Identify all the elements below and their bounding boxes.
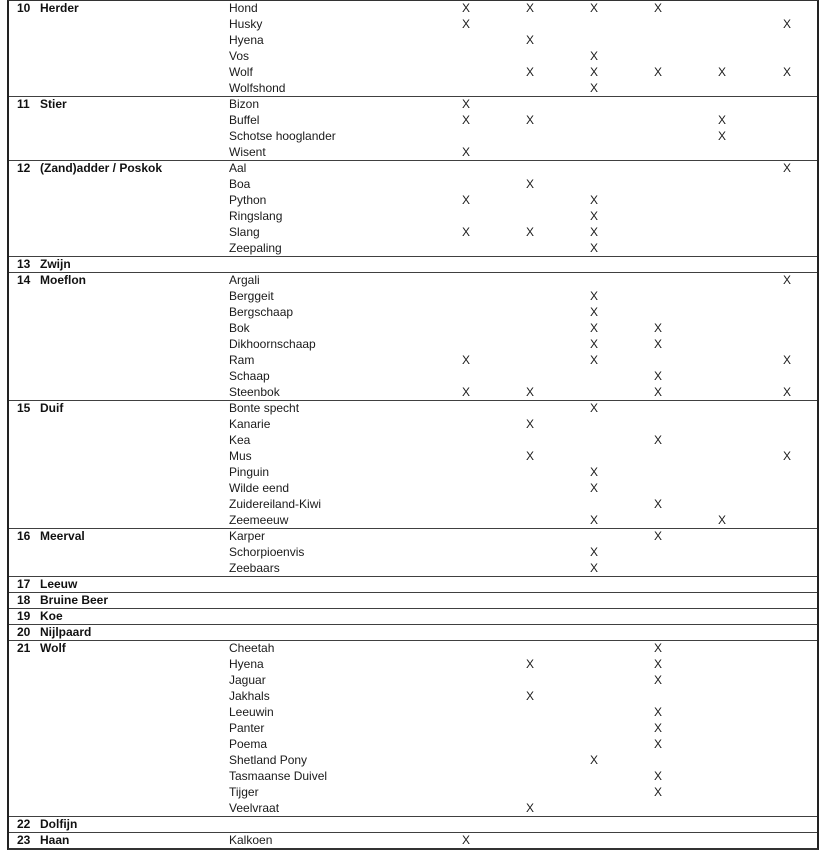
check-mark-col-5: X bbox=[717, 113, 726, 127]
check-mark-col-6: X bbox=[782, 449, 791, 463]
category-group bbox=[9, 160, 817, 256]
table-row bbox=[9, 672, 817, 688]
category-group bbox=[9, 1, 817, 96]
table-row bbox=[9, 609, 817, 624]
check-mark-col-6: X bbox=[782, 385, 791, 399]
table-row bbox=[9, 288, 817, 304]
check-mark-col-5: X bbox=[717, 129, 726, 143]
category-name: Meerval bbox=[40, 529, 85, 543]
animal-name: Buffel bbox=[229, 113, 260, 127]
animal-name: Veelvraat bbox=[229, 801, 280, 815]
check-mark-col-3: X bbox=[589, 193, 598, 207]
category-name: Leeuw bbox=[40, 577, 78, 591]
check-mark-col-3: X bbox=[589, 49, 598, 63]
animal-name: Hond bbox=[229, 1, 258, 15]
table-row bbox=[9, 257, 817, 272]
check-mark-col-4: X bbox=[653, 721, 662, 735]
table-row bbox=[9, 32, 817, 48]
check-mark-col-3: X bbox=[589, 305, 598, 319]
category-group bbox=[9, 400, 817, 528]
category-group bbox=[9, 272, 817, 400]
check-mark-col-4: X bbox=[653, 385, 662, 399]
animal-name: Schotse hooglander bbox=[229, 129, 336, 143]
check-mark-col-4: X bbox=[653, 337, 662, 351]
check-mark-col-4: X bbox=[653, 529, 662, 543]
animal-name: Hyena bbox=[229, 33, 264, 47]
check-mark-col-1: X bbox=[461, 193, 470, 207]
table-row bbox=[9, 352, 817, 368]
animal-comparison-table bbox=[7, 0, 819, 850]
check-mark-col-1: X bbox=[461, 17, 470, 31]
category-name: Stier bbox=[40, 97, 67, 111]
animal-name: Python bbox=[229, 193, 267, 207]
table-row bbox=[9, 176, 817, 192]
table-row bbox=[9, 448, 817, 464]
check-mark-col-6: X bbox=[782, 353, 791, 367]
category-number: 13 bbox=[17, 257, 31, 271]
animal-name: Argali bbox=[229, 273, 260, 287]
table-row bbox=[9, 656, 817, 672]
table-row bbox=[9, 416, 817, 432]
check-mark-col-2: X bbox=[525, 801, 534, 815]
check-mark-col-4: X bbox=[653, 321, 662, 335]
table-row bbox=[9, 784, 817, 800]
table-row bbox=[9, 240, 817, 256]
check-mark-col-3: X bbox=[589, 209, 598, 223]
check-mark-col-1: X bbox=[461, 225, 470, 239]
table-row bbox=[9, 128, 817, 144]
animal-name: Zuidereiland-Kiwi bbox=[229, 497, 322, 511]
check-mark-col-3: X bbox=[589, 81, 598, 95]
category-number: 12 bbox=[17, 161, 31, 175]
check-mark-col-1: X bbox=[461, 833, 470, 847]
animal-name: Vos bbox=[229, 49, 250, 63]
check-mark-col-1: X bbox=[461, 353, 470, 367]
animal-name: Bergschaap bbox=[229, 305, 294, 319]
table-row bbox=[9, 273, 817, 288]
category-name: (Zand)adder / Poskok bbox=[40, 161, 163, 175]
check-mark-col-2: X bbox=[525, 1, 534, 15]
table-row bbox=[9, 192, 817, 208]
table-row bbox=[9, 496, 817, 512]
check-mark-col-1: X bbox=[461, 97, 470, 111]
table-row bbox=[9, 529, 817, 544]
category-group bbox=[9, 640, 817, 816]
check-mark-col-6: X bbox=[782, 273, 791, 287]
animal-name: Tasmaanse Duivel bbox=[229, 769, 328, 783]
table-row bbox=[9, 432, 817, 448]
check-mark-col-6: X bbox=[782, 161, 791, 175]
category-group bbox=[9, 624, 817, 640]
animal-name: Mus bbox=[229, 449, 252, 463]
check-mark-col-3: X bbox=[589, 545, 598, 559]
check-mark-col-6: X bbox=[782, 65, 791, 79]
category-number: 10 bbox=[17, 1, 31, 15]
table-row bbox=[9, 752, 817, 768]
animal-name: Husky bbox=[229, 17, 263, 31]
table-row bbox=[9, 80, 817, 96]
check-mark-col-2: X bbox=[525, 417, 534, 431]
table-row bbox=[9, 208, 817, 224]
animal-name: Zeepaling bbox=[229, 241, 282, 255]
category-group bbox=[9, 96, 817, 160]
category-number: 20 bbox=[17, 625, 31, 639]
check-mark-col-3: X bbox=[589, 289, 598, 303]
check-mark-col-4: X bbox=[653, 673, 662, 687]
check-mark-col-3: X bbox=[589, 337, 598, 351]
category-name: Herder bbox=[40, 1, 79, 15]
animal-name: Leeuwin bbox=[229, 705, 274, 719]
animal-name: Wilde eend bbox=[229, 481, 290, 495]
check-mark-col-3: X bbox=[589, 353, 598, 367]
table-row bbox=[9, 97, 817, 112]
animal-name: Poema bbox=[229, 737, 268, 751]
category-number: 21 bbox=[17, 641, 31, 655]
table-row bbox=[9, 480, 817, 496]
table-row bbox=[9, 161, 817, 176]
category-group bbox=[9, 528, 817, 576]
table-row bbox=[9, 112, 817, 128]
check-mark-col-5: X bbox=[717, 513, 726, 527]
category-name: Duif bbox=[40, 401, 64, 415]
table-row bbox=[9, 512, 817, 528]
check-mark-col-6: X bbox=[782, 17, 791, 31]
check-mark-col-4: X bbox=[653, 1, 662, 15]
table-row bbox=[9, 16, 817, 32]
category-name: Zwijn bbox=[40, 257, 71, 271]
category-number: 19 bbox=[17, 609, 31, 623]
table-row bbox=[9, 800, 817, 816]
animal-name: Kea bbox=[229, 433, 251, 447]
animal-name: Ringslang bbox=[229, 209, 283, 223]
table-row bbox=[9, 304, 817, 320]
category-number: 23 bbox=[17, 833, 31, 847]
table-row bbox=[9, 704, 817, 720]
table-row bbox=[9, 1, 817, 16]
table-row bbox=[9, 224, 817, 240]
table-row bbox=[9, 560, 817, 576]
check-mark-col-2: X bbox=[525, 449, 534, 463]
check-mark-col-3: X bbox=[589, 65, 598, 79]
table-row bbox=[9, 64, 817, 80]
animal-name: Ram bbox=[229, 353, 255, 367]
animal-name: Jaguar bbox=[229, 673, 266, 687]
table-row bbox=[9, 736, 817, 752]
animal-name: Schaap bbox=[229, 369, 270, 383]
animal-name: Karper bbox=[229, 529, 266, 543]
category-group bbox=[9, 832, 817, 848]
check-mark-col-3: X bbox=[589, 561, 598, 575]
animal-name: Wisent bbox=[229, 145, 266, 159]
category-name: Moeflon bbox=[40, 273, 86, 287]
check-mark-col-3: X bbox=[589, 753, 598, 767]
table-row bbox=[9, 641, 817, 656]
animal-name: Zeemeeuw bbox=[229, 513, 289, 527]
category-group bbox=[9, 816, 817, 832]
category-number: 16 bbox=[17, 529, 31, 543]
table-row bbox=[9, 625, 817, 640]
table-row bbox=[9, 144, 817, 160]
check-mark-col-1: X bbox=[461, 385, 470, 399]
table-row bbox=[9, 577, 817, 592]
category-group bbox=[9, 256, 817, 272]
category-number: 11 bbox=[17, 97, 30, 111]
check-mark-col-4: X bbox=[653, 369, 662, 383]
table-row bbox=[9, 320, 817, 336]
animal-name: Bizon bbox=[229, 97, 260, 111]
category-number: 17 bbox=[17, 577, 31, 591]
check-mark-col-3: X bbox=[589, 481, 598, 495]
animal-name: Boa bbox=[229, 177, 251, 191]
check-mark-col-3: X bbox=[589, 1, 598, 15]
table-row bbox=[9, 768, 817, 784]
table-row bbox=[9, 401, 817, 416]
animal-name: Kanarie bbox=[229, 417, 271, 431]
table-row bbox=[9, 817, 817, 832]
check-mark-col-4: X bbox=[653, 433, 662, 447]
category-name: Dolfijn bbox=[40, 817, 78, 831]
animal-name: Wolf bbox=[229, 65, 253, 79]
check-mark-col-5: X bbox=[717, 65, 726, 79]
animal-name: Slang bbox=[229, 225, 260, 239]
check-mark-col-4: X bbox=[653, 641, 662, 655]
check-mark-col-2: X bbox=[525, 177, 534, 191]
table-row bbox=[9, 593, 817, 608]
animal-name: Bok bbox=[229, 321, 250, 335]
category-group bbox=[9, 592, 817, 608]
check-mark-col-3: X bbox=[589, 465, 598, 479]
animal-name: Panter bbox=[229, 721, 265, 735]
check-mark-col-1: X bbox=[461, 1, 470, 15]
animal-name: Hyena bbox=[229, 657, 264, 671]
animal-name: Shetland Pony bbox=[229, 753, 308, 767]
category-name: Wolf bbox=[40, 641, 66, 655]
table-row bbox=[9, 688, 817, 704]
table-row bbox=[9, 720, 817, 736]
category-name: Koe bbox=[40, 609, 63, 623]
check-mark-col-2: X bbox=[525, 113, 534, 127]
animal-name: Schorpioenvis bbox=[229, 545, 305, 559]
category-name: Bruine Beer bbox=[40, 593, 109, 607]
check-mark-col-4: X bbox=[653, 497, 662, 511]
animal-name: Aal bbox=[229, 161, 247, 175]
animal-name: Berggeit bbox=[229, 289, 274, 303]
animal-name: Zeebaars bbox=[229, 561, 280, 575]
check-mark-col-2: X bbox=[525, 33, 534, 47]
check-mark-col-1: X bbox=[461, 113, 470, 127]
check-mark-col-2: X bbox=[525, 689, 534, 703]
category-name: Nijlpaard bbox=[40, 625, 92, 639]
table-row bbox=[9, 833, 817, 848]
table-row bbox=[9, 48, 817, 64]
animal-name: Wolfshond bbox=[229, 81, 286, 95]
check-mark-col-3: X bbox=[589, 321, 598, 335]
check-mark-col-2: X bbox=[525, 385, 534, 399]
check-mark-col-4: X bbox=[653, 785, 662, 799]
check-mark-col-4: X bbox=[653, 737, 662, 751]
check-mark-col-3: X bbox=[589, 513, 598, 527]
animal-name: Dikhoornschaap bbox=[229, 337, 316, 351]
check-mark-col-3: X bbox=[589, 241, 598, 255]
category-number: 15 bbox=[17, 401, 31, 415]
category-number: 22 bbox=[17, 817, 31, 831]
animal-name: Tijger bbox=[229, 785, 259, 799]
category-number: 14 bbox=[17, 273, 31, 287]
check-mark-col-4: X bbox=[653, 657, 662, 671]
category-number: 18 bbox=[17, 593, 31, 607]
table-row bbox=[9, 368, 817, 384]
animal-name: Bonte specht bbox=[229, 401, 300, 415]
check-mark-col-3: X bbox=[589, 225, 598, 239]
check-mark-col-4: X bbox=[653, 65, 662, 79]
table-row bbox=[9, 464, 817, 480]
animal-name: Cheetah bbox=[229, 641, 275, 655]
animal-name: Pinguin bbox=[229, 465, 270, 479]
check-mark-col-1: X bbox=[461, 145, 470, 159]
check-mark-col-2: X bbox=[525, 65, 534, 79]
category-group bbox=[9, 576, 817, 592]
animal-name: Jakhals bbox=[229, 689, 270, 703]
animal-name: Steenbok bbox=[229, 385, 280, 399]
check-mark-col-4: X bbox=[653, 705, 662, 719]
check-mark-col-3: X bbox=[589, 401, 598, 415]
table-row bbox=[9, 336, 817, 352]
check-mark-col-4: X bbox=[653, 769, 662, 783]
table-row bbox=[9, 384, 817, 400]
table-row bbox=[9, 544, 817, 560]
check-mark-col-2: X bbox=[525, 657, 534, 671]
animal-name: Kalkoen bbox=[229, 833, 273, 847]
category-name: Haan bbox=[40, 833, 70, 847]
check-mark-col-2: X bbox=[525, 225, 534, 239]
category-group bbox=[9, 608, 817, 624]
